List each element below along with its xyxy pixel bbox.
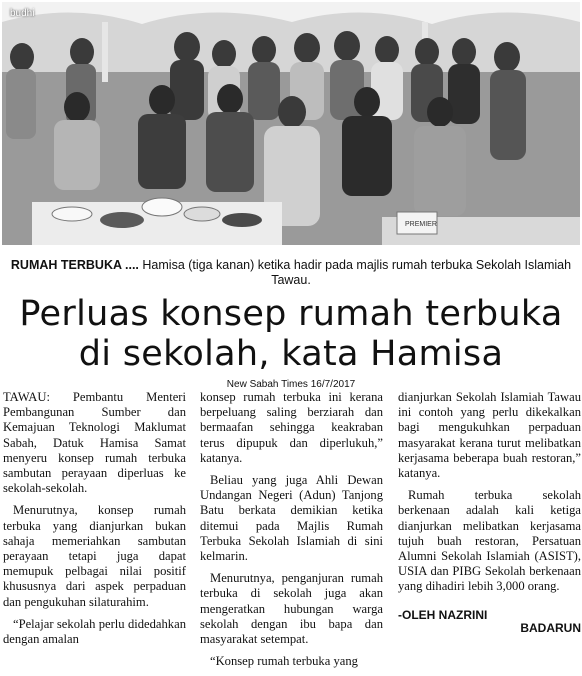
photo-caption xyxy=(0,258,582,288)
article-paragraph: Beliau yang juga Ahli Dewan Undangan Negeri (Adun) Tanjong Batu berkata demikian ketika ditemui pada Majlis Rumah Terbuka Sekolah Islamiah di sini kelmarin. xyxy=(200,473,383,564)
article-paragraph: konsep rumah terbuka ini kerana berpeluang saling berziarah dan bermaafan sehingga keakraban terus dipupuk dan diperlukuh,” katanya. xyxy=(200,390,383,465)
article-paragraph: Menurutnya, konsep rumah terbuka yang dianjurkan bukan sahaja memeriahkan sambutan perayaan tetapi juga dapat memupuk pelbagai nilai positif khususnya dari aspek perpaduan dan pengukuhan silaturahim. xyxy=(3,503,186,609)
photo-watermark: budhi xyxy=(10,8,35,19)
news-photo xyxy=(2,2,580,245)
headline-line-1: Perluas konsep rumah terbuka xyxy=(19,294,563,334)
article-paragraph: “Konsep rumah terbuka yang xyxy=(210,654,358,669)
byline xyxy=(398,609,581,635)
article-column-3 xyxy=(398,390,581,602)
group-photo-illustration xyxy=(2,2,580,245)
source-credit: New Sabah Times 16/7/2017 xyxy=(226,379,356,390)
caption-text: Hamisa (tiga kanan) ketika hadir pada majlis rumah terbuka Sekolah Islamiah Tawau. xyxy=(142,258,572,287)
article-paragraph: “Pelajar sekolah perlu didedahkan dengan amalan xyxy=(3,616,186,647)
headline-line-2: di sekolah, kata Hamisa xyxy=(78,334,504,374)
article-column-1 xyxy=(3,390,186,654)
byline-line-1: -OLEH NAZRINI xyxy=(398,608,488,622)
article-column-2 xyxy=(200,390,383,676)
caption-lead: RUMAH TERBUKA .... xyxy=(10,258,139,272)
article-paragraph: dianjurkan Sekolah Islamiah Tawau ini contoh yang perlu dikekalkan bagi mengukuhkan perpaduan masyarakat kerana turut melibatkan kerjasama beberapa buah restoran,” katanya. xyxy=(398,390,581,481)
byline-line-2: BADARUN xyxy=(520,621,581,635)
article-paragraph: Rumah terbuka sekolah berkenaan adalah kali ketiga dianjurkan melibatkan kerjasama tujuh buah restoran, Persatuan Alumni Sekolah Islamiah (ASIST), USIA dan PIBG Sekolah berkenaan yang dihadiri lebih 3,000 orang. xyxy=(398,488,581,594)
headline xyxy=(0,294,582,374)
article-paragraph: TAWAU: Pembantu Menteri Pembangunan Sumber dan Kemajuan Teknologi Maklumat Sabah, Datuk Hamisa Samat menyeru konsep rumah terbuka sambutan perayaan diperluas ke sekolah-sekolah. xyxy=(3,390,186,496)
article-paragraph: Menurutnya, penganjuran rumah terbuka di sekolah juga akan mengeratkan hubungan warga sekolah dengan ibu bapa dan masyarakat setempat. xyxy=(200,571,383,647)
premier-sign-text: PREMIER xyxy=(405,221,437,228)
